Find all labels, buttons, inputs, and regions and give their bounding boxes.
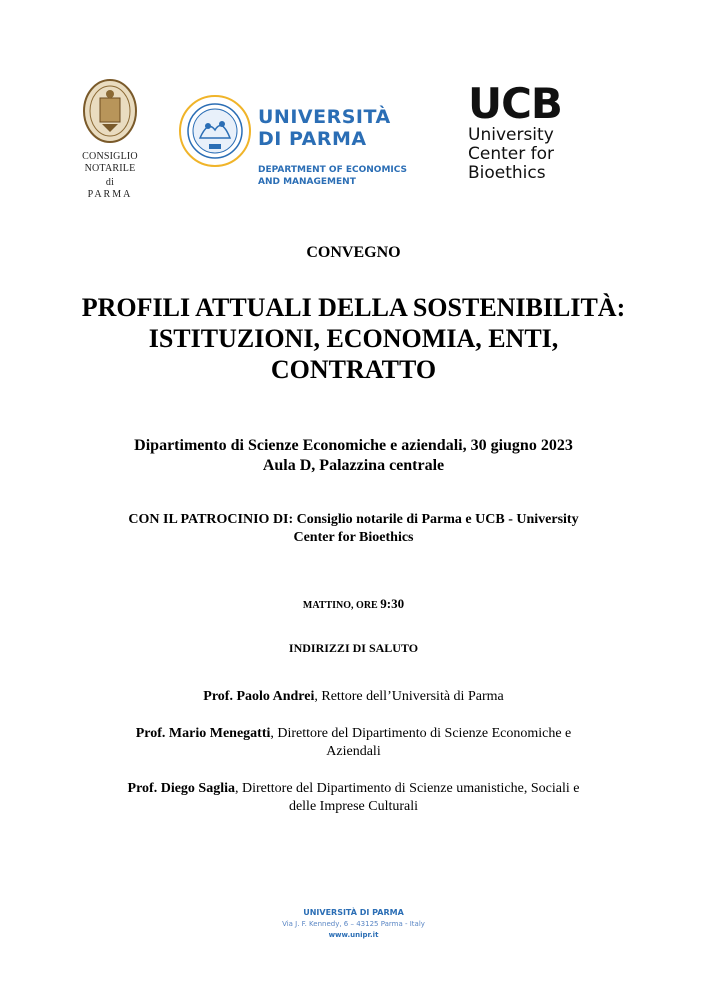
title-line1: PROFILI ATTUALI DELLA SOSTENIBILITÀ: (81, 293, 626, 322)
unipr-dept-line1: DEPARTMENT OF ECONOMICS (258, 165, 408, 175)
ucb-logo (468, 79, 608, 192)
speaker-role: , Rettore dell’Università di Parma (314, 689, 504, 704)
speaker-role: , Direttore del Dipartimento di Scienze Economiche e (270, 726, 572, 741)
footer-university: UNIVERSITÀ DI PARMA (303, 908, 404, 917)
session-heading: INDIRIZZI DI SALUTO (288, 641, 419, 655)
title-line3: CONTRATTO (270, 355, 437, 384)
speaker-role: , Direttore del Dipartimento di Scienze umanistiche, Sociali e (235, 781, 580, 796)
page-title (40, 292, 667, 385)
speaker-role-cont: delle Imprese Culturali (288, 799, 419, 814)
ucb-line1: University (468, 125, 554, 145)
patronage (40, 511, 667, 547)
notarile-name: CONSIGLIO NOTARILE (82, 151, 138, 174)
ucb-line3: Bioethics (468, 163, 546, 183)
speaker-item (40, 780, 667, 816)
unipr-seal-icon (178, 94, 252, 168)
universita-parma-logo (178, 90, 418, 200)
patronage-line2: Center for Bioethics (293, 530, 414, 545)
speaker-name: Prof. Mario Menegatti (135, 726, 271, 741)
session-time (40, 596, 667, 612)
unipr-dept-line2: AND MANAGEMENT (258, 177, 356, 187)
title-line2: ISTITUZIONI, ECONOMIA, ENTI, (148, 324, 559, 353)
footer-website: www.unipr.it (328, 931, 379, 939)
venue-line2: Aula D, Palazzina centrale (262, 457, 445, 474)
speaker-name: Prof. Diego Saglia (127, 781, 235, 796)
notarile-seal-icon (82, 78, 138, 144)
session-label: MATTINO, ORE (302, 600, 378, 611)
ucb-line2: Center for (468, 144, 554, 164)
event-type: CONVEGNO (306, 244, 401, 261)
speaker-item (40, 688, 667, 706)
session-hour: 9:30 (380, 596, 405, 611)
speaker-name: Prof. Paolo Andrei (203, 689, 315, 704)
notarile-di: di (105, 177, 115, 188)
patronage-line1: CON IL PATROCINIO DI: Consiglio notarile di Parma e UCB - University (128, 512, 579, 527)
footer (0, 907, 707, 941)
footer-address: Via J. F. Kennedy, 6 – 43125 Parma - Italy (282, 920, 425, 928)
unipr-name-line1: UNIVERSITÀ (258, 106, 391, 128)
consiglio-notarile-logo (60, 78, 160, 200)
speaker-role-cont: Aziendali (326, 744, 381, 759)
speaker-item (40, 725, 667, 761)
ucb-acronym: UCB (468, 79, 562, 128)
unipr-name (258, 106, 391, 150)
unipr-name-line2: DI PARMA (258, 128, 367, 150)
unipr-department (258, 164, 407, 188)
venue-line1: Dipartimento di Scienze Economiche e aziendali, 30 giugno 2023 (134, 437, 573, 454)
notarile-city: PARMA (87, 189, 133, 200)
venue-info (40, 436, 667, 476)
logo-row (60, 78, 620, 198)
